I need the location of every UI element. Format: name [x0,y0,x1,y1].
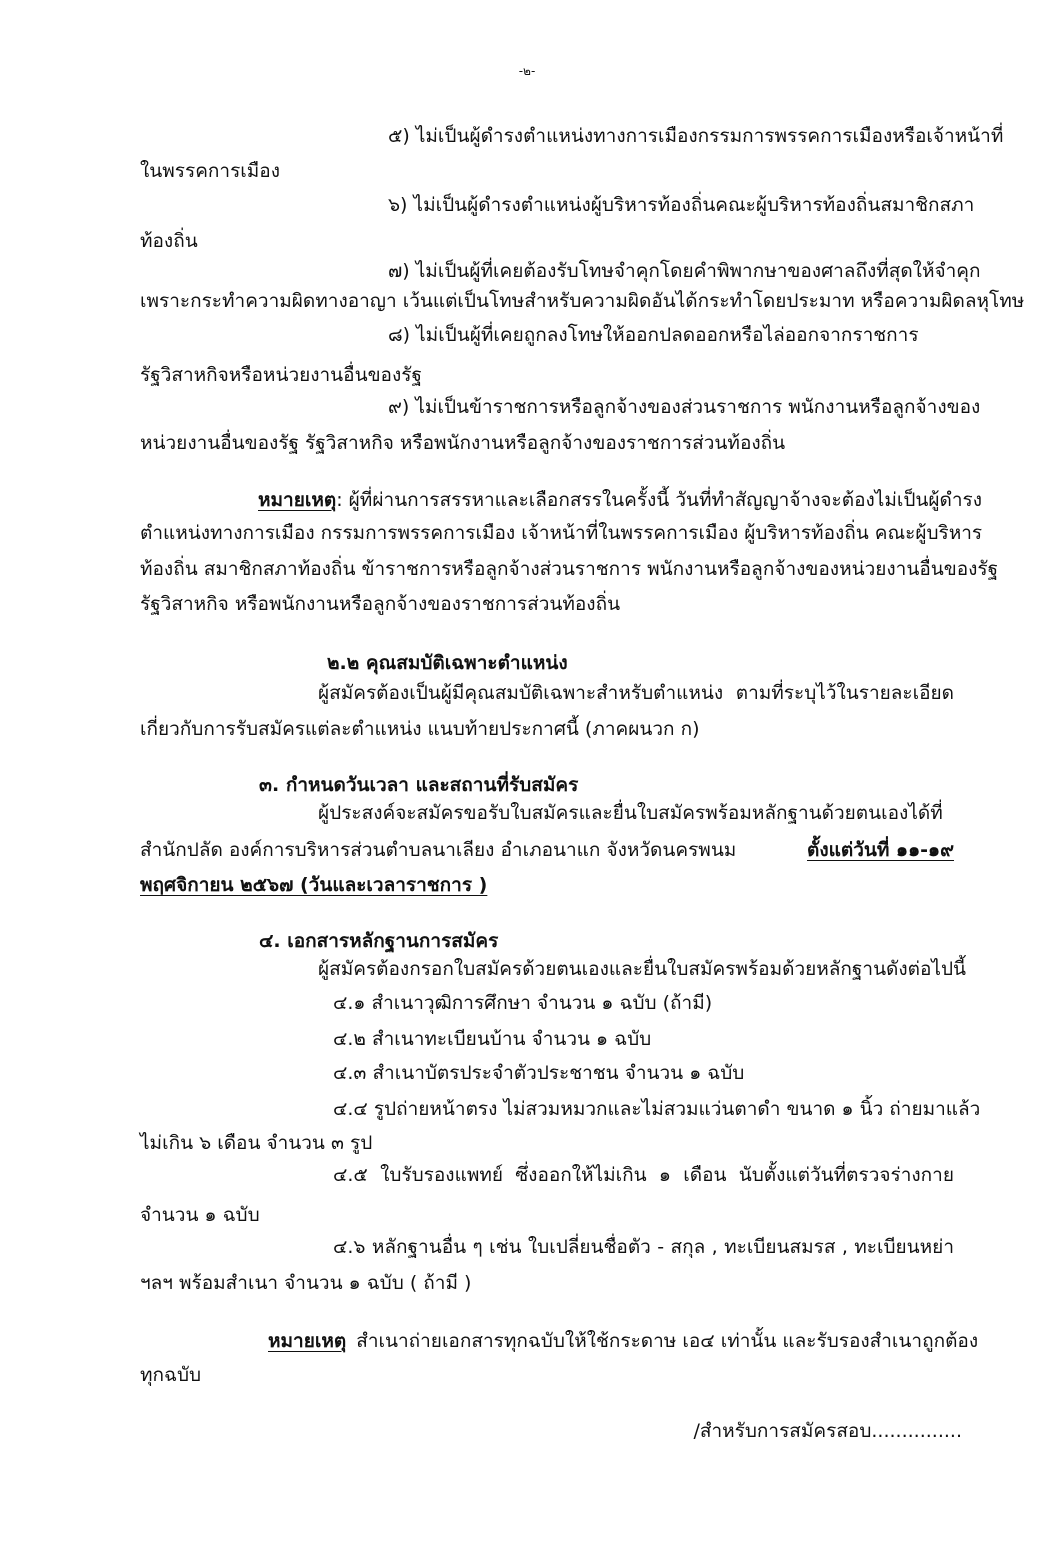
note-1-label: หมายเหตุ [258,489,337,511]
document-item-4-4: ๔.๔ รูปถ่ายหน้าตรง ไม่สวมหมวกและไม่สวมแว่นตาดำ ขนาด ๑ นิ้ว ถ่ายมาแล้ว [333,1098,981,1120]
note-2-line-2: ทุกฉบับ [140,1364,202,1386]
section-3-line-1: ผู้ประสงค์จะสมัครขอรับใบสมัครและยื่นใบสมัครพร้อมหลักฐานด้วยตนเองได้ที่ [318,802,943,824]
section-3-heading: ๓. กำหนดวันเวลา และสถานที่รับสมัคร [259,774,579,796]
section-3-line-2 [140,837,954,863]
document-item-4-5: ๔.๕ ใบรับรองแพทย์ ซึ่งออกให้ไม่เกิน ๑ เดือน นับตั้งแต่วันที่ตรวจร่างกาย [333,1164,954,1186]
document-item-4-4-cont: ไม่เกิน ๖ เดือน จำนวน ๓ รูป [140,1132,373,1154]
section-2-2-line-2: เกี่ยวกับการรับสมัครแต่ละตำแหน่ง แนบท้ายประกาศนี้ (ภาคผนวก ก) [140,718,700,740]
document-item-4-6: ๔.๖ หลักฐานอื่น ๆ เช่น ใบเปลี่ยนชื่อตัว - สกุล , ทะเบียนสมรส , ทะเบียนหย่า [333,1236,954,1258]
note-2-line-1: สำเนาถ่ายเอกสารทุกฉบับให้ใช้กระดาษ เอ๔ เท่านั้น และรับรองสำเนาถูกต้อง [356,1330,979,1352]
section-2-2-line-1: ผู้สมัครต้องเป็นผู้มีคุณสมบัติเฉพาะสำหรับตำแหน่ง ตามที่ระบุไว้ในรายละเอียด [318,682,954,704]
qualification-8: ๘) ไม่เป็นผู้ที่เคยถูกลงโทษให้ออกปลดออกหรือไล่ออกจากราชการ [388,324,919,346]
note-1-first-line [258,487,983,513]
qualification-5: ๕) ไม่เป็นผู้ดำรงตำแหน่งทางการเมืองกรรมการพรรคการเมืองหรือเจ้าหน้าที่ [388,125,1004,147]
page-number: -๒- [518,64,536,78]
note-2-first-line [268,1328,979,1354]
section-3-office: สำนักปลัด องค์การบริหารส่วนตำบลนาเลียง อำเภอนาแก จังหวัดนครพนม [140,839,737,861]
document-item-4-2: ๔.๒ สำเนาทะเบียนบ้าน จำนวน ๑ ฉบับ [333,1028,652,1050]
note-1-line-3: ท้องถิ่น สมาชิกสภาท้องถิ่น ข้าราชการหรือลูกจ้างส่วนราชการ พนักงานหรือลูกจ้างของหน่วยงานอื่นของรัฐ [140,558,999,580]
document-item-4-1: ๔.๑ สำเนาวุฒิการศึกษา จำนวน ๑ ฉบับ (ถ้ามี) [333,992,713,1014]
document-item-4-3: ๔.๓ สำเนาบัตรประจำตัวประชาชน จำนวน ๑ ฉบับ [333,1062,745,1084]
section-4-heading: ๔. เอกสารหลักฐานการสมัคร [259,930,499,952]
qualification-7: ๗) ไม่เป็นผู้ที่เคยต้องรับโทษจำคุกโดยคำพิพากษาของศาลถึงที่สุดให้จำคุก [388,260,981,282]
note-1-line-2: ตำแหน่งทางการเมือง กรรมการพรรคการเมือง เจ้าหน้าที่ในพรรคการเมือง ผู้บริหารท้องถิ่น คณะผู้บริหาร [140,522,983,544]
qualification-8-cont: รัฐวิสาหกิจหรือหน่วยงานอื่นของรัฐ [140,364,422,386]
note-1-line-4: รัฐวิสาหกิจ หรือพนักงานหรือลูกจ้างของราชการส่วนท้องถิ่น [140,593,621,615]
document-item-4-6-cont: ฯลฯ พร้อมสำเนา จำนวน ๑ ฉบับ ( ถ้ามี ) [140,1272,472,1294]
qualification-5-cont: ในพรรคการเมือง [140,160,280,182]
note-1-line-1: : ผู้ที่ผ่านการสรรหาและเลือกสรรในครั้งนี้ วันที่ทำสัญญาจ้างจะต้องไม่เป็นผู้ดำรง [336,489,983,511]
qualification-7-cont: เพราะกระทำความผิดทางอาญา เว้นแต่เป็นโทษสำหรับความผิดอันได้กระทำโดยประมาท หรือความผิดลหุโทษ [140,290,1025,312]
qualification-6-cont: ท้องถิ่น [140,230,198,252]
section-3-date-start: ตั้งแต่วันที่ ๑๑-๑๙ [807,839,954,861]
continuation-marker: /สำหรับการสมัครสอบ............... [693,1420,962,1442]
qualification-6: ๖) ไม่เป็นผู้ดำรงตำแหน่งผู้บริหารท้องถิ่นคณะผู้บริหารท้องถิ่นสมาชิกสภา [388,194,975,216]
note-2-label: หมายเหตุ [268,1330,347,1352]
section-3-date-end: พฤศจิกายน ๒๕๖๗ (วันและเวลาราชการ ) [140,874,488,896]
qualification-9: ๙) ไม่เป็นข้าราชการหรือลูกจ้างของส่วนราชการ พนักงานหรือลูกจ้างของ [388,396,981,418]
document-item-4-5-cont: จำนวน ๑ ฉบับ [140,1204,260,1226]
qualification-9-cont: หน่วยงานอื่นของรัฐ รัฐวิสาหกิจ หรือพนักงานหรือลูกจ้างของราชการส่วนท้องถิ่น [140,432,786,454]
section-4-intro: ผู้สมัครต้องกรอกใบสมัครด้วยตนเองและยื่นใบสมัครพร้อมด้วยหลักฐานดังต่อไปนี้ [318,958,967,980]
section-2-2-heading: ๒.๒ คุณสมบัติเฉพาะตำแหน่ง [327,652,568,674]
